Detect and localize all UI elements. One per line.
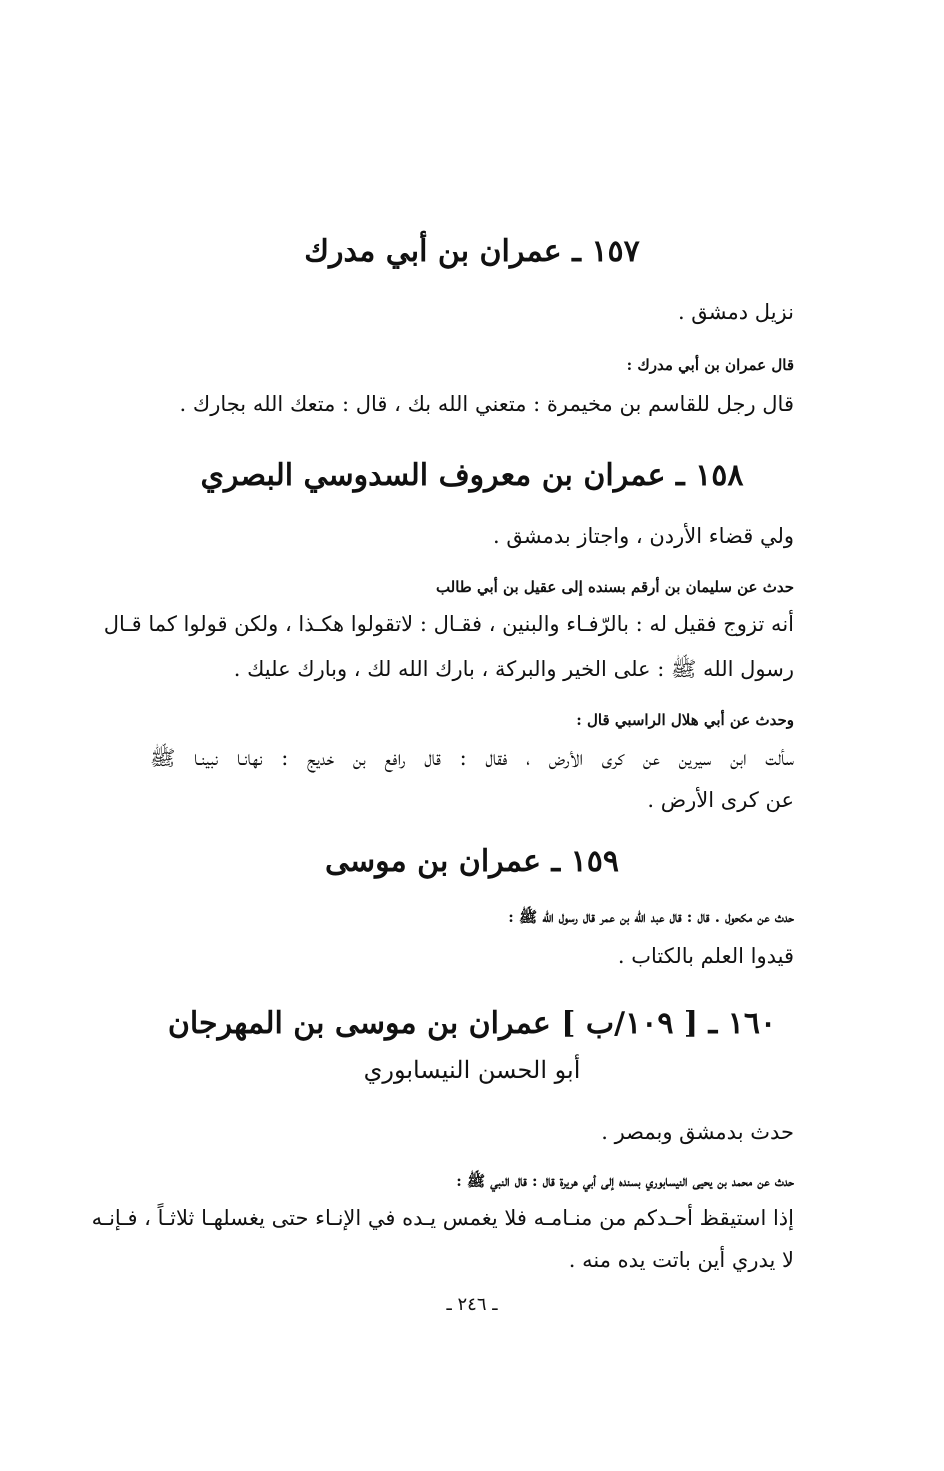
- entry-158-isnad-2: وحدث عن أبي هلال الراسبي قال :: [576, 711, 794, 729]
- entry-heading-160: ١٦٠ ـ [ ١٠٩/ب ] عمران بن موسى بن المهرجان: [167, 1006, 777, 1041]
- entry-158-isnad-1: حدث عن سليمان بن أرقم بسنده إلى عقيل بن أبي طالب: [435, 578, 794, 596]
- entry-heading-159: ١٥٩ ـ عمران بن موسى: [325, 844, 619, 879]
- entry-158-line-3: رسول الله ﷺ : على الخير والبركة ، بارك الله لك ، وبارك عليك .: [233, 657, 794, 681]
- entry-158-line-4: سألت ابن سيرين عن كرى الأرض ، فقال : قال رافع بن خديج : نهانـا نبينـا ﷺ: [150, 746, 794, 770]
- entry-heading-158: ١٥٨ ـ عمران بن معروف السدوسي البصري: [200, 458, 744, 493]
- entry-160-line-2: إذا استيقظ أحـدكم من منـامـه فلا يغمس يـده في الإنـاء حتى يغسلهـا ثلاثـاً ، فـإنـه: [91, 1206, 794, 1230]
- entry-160-line-1: حدث بدمشق وبمصر .: [601, 1120, 794, 1144]
- entry-157-line-1: نزيل دمشق .: [677, 300, 794, 324]
- entry-158-line-2: أنه تزوج فقيل له : بالرّفـاء والبنين ، فقـال : لاتقولوا هكـذا ، ولكن قولوا كما قـال: [103, 612, 794, 636]
- entry-157-isnad: قال عمران بن أبي مدرك :: [626, 356, 794, 374]
- page-number: ـ ٢٤٦ ـ: [446, 1294, 498, 1315]
- entry-159-line-1: قيدوا العلم بالكتاب .: [617, 944, 794, 968]
- entry-160-isnad: حدث عن محمد بن يحيى النيسابوري بسنده إلى أبي هريرة قال : قال النبي ﷺ :: [456, 1172, 794, 1190]
- entry-158-line-5: عن كرى الأرض .: [647, 788, 794, 812]
- entry-159-isnad: حدث عن مكحول . قال : قال عبد الله بن عمر قال رسول الله ﷺ :: [508, 908, 794, 926]
- entry-160-subheading: أبو الحسن النيسابوري: [363, 1056, 581, 1084]
- entry-157-line-2: قال رجل للقاسم بن مخيمرة : متعني الله بك ، قال : متعك الله بجارك .: [179, 392, 794, 416]
- entry-158-line-1: ولي قضاء الأردن ، واجتاز بدمشق .: [493, 524, 794, 548]
- entry-160-line-3: لا يدري أين باتت يده منه .: [568, 1248, 794, 1272]
- entry-heading-157: ١٥٧ ـ عمران بن أبي مدرك: [304, 234, 640, 269]
